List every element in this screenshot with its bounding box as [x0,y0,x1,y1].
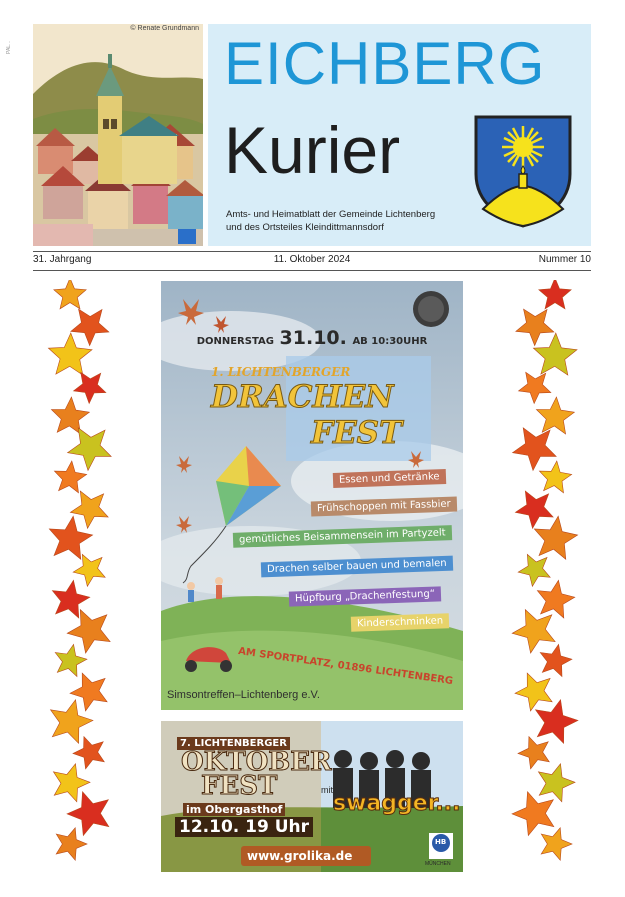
autumn-leaf [71,366,111,407]
autumn-leaf [516,366,556,407]
autumn-leaf [539,280,571,309]
subtitle-line-1: Amts- und Heimatblatt der Gemeinde Lichtenberg [226,209,436,220]
side-note: PAL... [6,40,12,54]
cover-painting [33,24,203,246]
ad2-sponsor: MÜNCHEN [425,861,451,867]
poster-program-item: Hüpfburg „Drachenfestung“ [289,586,441,606]
poster-event-title-1: DRACHEN [211,379,394,415]
poster-program-item: Frühschoppen mit Fassbier [311,496,457,516]
volume: 31. Jahrgang [33,254,92,265]
ad2-url: www.grolika.de [247,849,353,863]
ad2-band: swagger... [333,791,461,816]
poster-day: DONNERSTAG [196,336,274,347]
poster-time: AB 10:30UHR [352,336,428,347]
ad2-title-prefix: 7. LICHTENBERGER [177,737,290,750]
poster-program-item: Essen und Getränke [333,469,446,488]
image-credit: © Renate Grundmann [130,25,199,32]
autumn-leaf [511,427,558,472]
masthead [208,24,591,246]
poster-program-item: Drachen selber bauen und bemalen [261,556,453,578]
autumn-leaf [528,697,584,752]
autumn-leaf [48,577,92,619]
autumn-leaf [531,329,583,383]
issue-number: Nummer 10 [538,254,591,265]
subtitle [226,208,496,234]
autumn-leaf [55,643,89,678]
ad2-sponsor-mark: HB [435,838,447,846]
poster-date-line [161,327,463,349]
autumn-leaf-garland-left [40,280,120,870]
autumn-leaf [515,735,554,773]
ad2-venue: im Obergasthof [183,803,285,816]
title-eichberg: EICHBERG [224,30,546,97]
autumn-leaf [532,821,576,865]
town-painting-illustration [33,24,203,246]
oktoberfest-ad [161,721,463,872]
autumn-leaf [513,547,556,589]
autumn-leaf [54,280,86,309]
poster-location: AM SPORTPLATZ, 01896 LICHTENBERG [237,646,454,688]
poster-event-prefix: 1. LICHTENBERGER [211,365,351,379]
poster-program-item: gemütliches Beisammensein im Partyzelt [233,525,452,548]
autumn-leaf [512,487,555,531]
coat-of-arms-icon [473,114,573,229]
poster-organizer: Simsontreffen–Lichtenberg e.V. [167,689,320,701]
ad2-title-1: OKTOBER [181,747,332,777]
subtitle-line-2: und des Ortsteiles Kleindittmannsdorf [226,222,384,233]
issue-date: 11. Oktober 2024 [273,254,351,265]
autumn-leaf [512,791,554,836]
poster-date: 31.10. [279,327,347,349]
bottom-rule [33,270,591,271]
title-kurier: Kurier [224,113,401,187]
dateline [33,254,591,268]
autumn-leaf [532,457,577,502]
ad2-datetime: 12.10. 19 Uhr [175,817,313,837]
poster-event-title-2: FEST [311,415,403,451]
drachenfest-poster [161,281,463,710]
autumn-leaf [540,643,574,678]
autumn-leaf-garland-right [505,280,585,870]
ad2-title-2: FEST [201,771,278,801]
poster-program-item: Kinderschminken [351,613,450,631]
ad2-with: mit [321,785,333,795]
top-rule [33,251,591,252]
autumn-leaf [533,577,577,619]
